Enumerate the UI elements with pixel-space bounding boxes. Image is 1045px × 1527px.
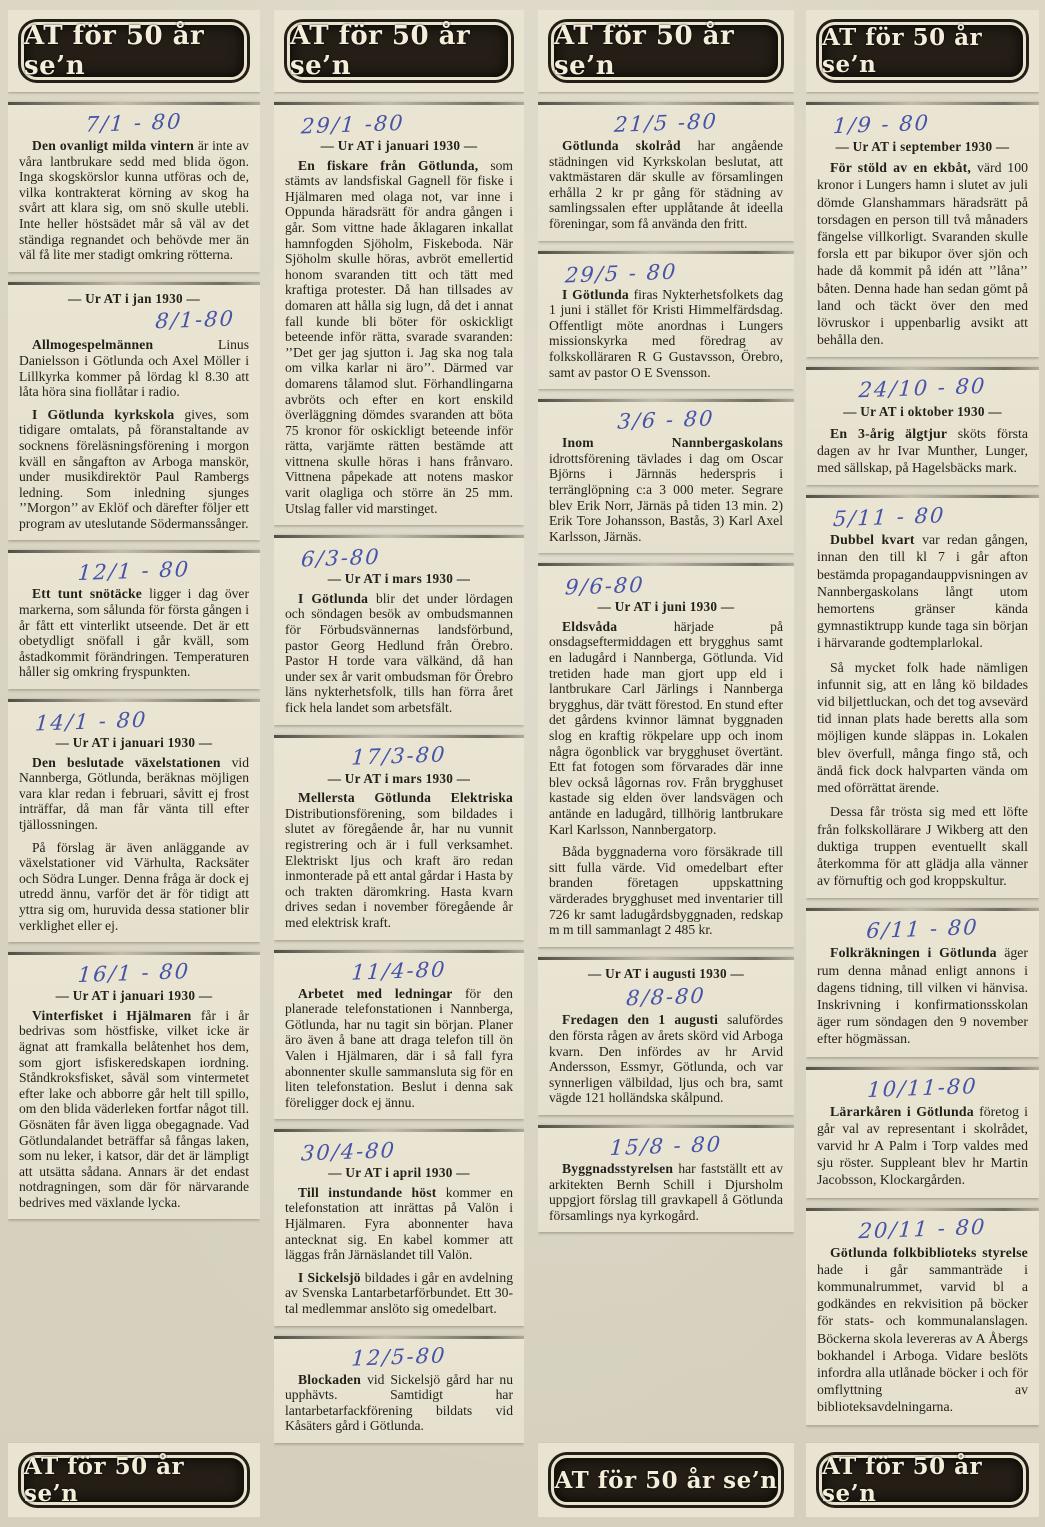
clipping xyxy=(8,282,260,541)
handwritten-date: 6/11 - 80 xyxy=(865,915,980,944)
paragraph-lead: Vinterfisket i Hjälmaren xyxy=(32,1007,201,1023)
handwritten-date: 20/11 - 80 xyxy=(857,1214,988,1243)
section-badge: AT för 50 år se’n xyxy=(21,22,247,80)
paragraph-lead: Mellersta Götlunda Elektriska xyxy=(298,790,513,806)
clipping-paragraph: Götlunda skolråd har angående städningen vid Kyrkskolan beslutat, att vaktmästaren där skulle av församlingen erhålla 2 kr pr gång för städning av samlingssalen efter upplåtande åt ideella föreningar, som få använda den fritt. xyxy=(549,138,783,231)
handwritten-date: 16/1 - 80 xyxy=(77,959,191,988)
badge-patch xyxy=(806,10,1039,92)
section-badge: AT för 50 år se’n xyxy=(551,22,781,80)
clipping xyxy=(274,535,524,724)
paragraph-lead: Fredagen den 1 augusti xyxy=(562,1012,728,1028)
clipping-dateline: — Ur AT i januari 1930 — xyxy=(320,138,478,153)
paragraph-lead: Arbetet med ledningar xyxy=(298,985,465,1001)
clipping-paragraph: Arbetet med ledningar för den planerade telefonstationen i Nannberga, Götlunda, har nu tagit sin början. Planer äro även å bane att draga telefon till ön Valen i Hjälmaren, där i så fall fyra abonnenter skulle sammansluta sig för en liten telefonstation. Beslut i denna sak föreligger dock ej ännu. xyxy=(285,985,513,1110)
clipping xyxy=(538,957,794,1115)
handwritten-date: 5/11 - 80 xyxy=(832,503,947,532)
handwritten-date: 24/10 - 80 xyxy=(857,374,988,403)
badge-patch xyxy=(8,10,260,92)
clipping-paragraph: Inom Nannbergaskolans idrottsförening tävlades i dag om Oscar Björns i Järnnäs hederspris i terränglöpning c:a 3 000 meter. Segrare blev Erik Norr, Järnäs på tiden 13 min. 2) Erik Tore Johansson, Bastås, 3) Karl Axel Karlsson, Järnäs. xyxy=(549,435,783,544)
clipping-dateline: — Ur AT i januari 1930 — xyxy=(55,735,213,751)
paragraph-lead: Den beslutade växelstationen xyxy=(32,754,232,770)
handwritten-date: 8/8-80 xyxy=(625,983,707,1011)
paragraph-lead: Allmogespelmännen xyxy=(32,337,219,353)
clipping-dateline: — Ur AT i juni 1930 — xyxy=(597,599,735,615)
clipping-paragraph: För stöld av en ekbåt, värd 100 kronor i Lungers hamn i slutet av juli dömde Glanshammars häradsrätt på torsdagen en person till två månaders fängelse villkorligt. Svaranden skulle forsla ett par bikupor över sjön och hade då kommit på idén att ’’låna’’ båten. Denna hade han sedan gömt på land och täckt över den med lövruskor i uppenbarlig avsikt att behålla den. xyxy=(817,160,1028,348)
paragraph-lead: I Götlunda xyxy=(562,286,634,302)
badge-patch xyxy=(806,1443,1039,1517)
clipping xyxy=(8,550,260,689)
handwritten-date: 8/1-80 xyxy=(154,306,236,334)
section-badge: AT för 50 år se’n xyxy=(819,1455,1026,1505)
clipping xyxy=(8,699,260,942)
handwritten-date: 15/8 - 80 xyxy=(609,1131,723,1160)
handwritten-date: 1/9 - 80 xyxy=(832,110,931,139)
paragraph-lead: Götlunda folkbiblioteks styrelse xyxy=(830,1244,1028,1260)
clipping-dateline: — Ur AT i september 1930 — xyxy=(835,139,1010,154)
handwritten-date: 12/5-80 xyxy=(350,1342,448,1371)
clipping xyxy=(538,1125,794,1232)
clipping xyxy=(538,399,794,553)
paragraph-lead: Byggnadsstyrelsen xyxy=(562,1160,679,1176)
clipping-paragraph: Eldsvåda härjade på onsdagseftermiddagen ett brygghus samt en ladugård i Nannberga, Götlunda. Vid tretiden hade man gjort upp eld i lantbrukare Carl Järlings i Nannberga brygghus, där tvätt förestod. En stund efter det gårdens kvinnor lämnat byggnaden slog en kraftig rökpelare upp och inom några ögonblick var brygghuset övertänt. Ett fat fotogen som förvarades där inne blev också lågornas rov. Från brygghuset kastade sig elden över landsvägen och antände en ladugård, tillhörig lantbrukare Karl Karlsson, Nannbergatorp. xyxy=(549,618,784,837)
clipping-paragraph: I Götlunda kyrkskola gives, som tidigare omtalats, på föranstaltande av socknens föreläsningsförening i morgon kväll en sångafton av Arboga manskör, under musikdirektör Paul Rambergs ledning. Som inledning sjunges ’’Morgon’’ av Eklöf och därefter följer ett program av uteslutande Södermanssånger. xyxy=(19,406,249,531)
handwritten-date: 7/1 - 80 xyxy=(84,109,184,137)
paragraph-lead: En 3-årig älgtjur xyxy=(830,425,958,441)
paragraph-lead: En fiskare från Götlunda, xyxy=(298,157,491,173)
section-badge: AT för 50 år se’n xyxy=(819,22,1026,80)
paragraph-lead: Till instundande höst xyxy=(298,1184,446,1200)
clipping-paragraph: Dubbel kvart var redan gången, innan den till kl 7 i går afton bestämda propagandauppvisningen av Nannbergaskolans långt utom hemortens gränser kända gymnastiktrupp kunde taga sin början i härvarande godtemplarlokal. xyxy=(817,532,1028,651)
paragraph-lead: Eldsvåda xyxy=(562,618,674,634)
clipping xyxy=(538,102,794,241)
clipping-paragraph: En fiskare från Götlunda, som stämts av landsfiskal Gagnell för fiske i Hjälmaren med olaga not, var inne i Oppunda häradsrätt för andra gången i går. Som vittne hade åklagaren inkallat hamnfogden Sjöholm, Fiskeboda. När Sjöholm skulle höras, avbröt emellertid honom svaranden titt och tätt med kraftiga protester. Då han tillsades av domaren att hålla sig lugn, då det i annat fall kunde bli böter för oskickligt beteende inför rätta, svarade svaranden: ’’Det ger jag sjutton i. Jag ska nog tala om vilka karlar ni äro’’. Därmed var domarens tålamod slut. Förhandlingarna avbröts och efter en kort enskild överläggning dömdes svaranden att böta 75 kronor för oskickligt beteende inför rätta, varjämte rätten bestämde att vittnena skulle höras i hans frånvaro. Vittnena påpekade att notens maskor varit olagliga och större än 25 mm. Utslag faller vid marstinget. xyxy=(285,157,513,516)
clipping-dateline: — Ur AT i januari 1930 — xyxy=(55,988,213,1004)
column-4 xyxy=(806,10,1039,1517)
clipping-paragraph: På förslag är även anläggande av växelstationer vid Värhulta, Racksäter och Södra Lunger. Denna fråga är dock ej utredd ännu, varför det är för tidigt att yttra sig om, huruvida dessa stationer blir verklighet eller ej. xyxy=(19,839,249,933)
clipping-paragraph: Lärarkåren i Götlunda företog i går val av representant i skolrådet, varvid hr A Palm i Torp valdes med sju röster. Suppleant blev hr Martin Jacobsson, Klockargården. xyxy=(817,1103,1029,1188)
section-badge: AT för 50 år se’n xyxy=(21,1455,247,1505)
clipping-dateline: — Ur AT i augusti 1930 — xyxy=(588,965,744,981)
clipping-paragraph: En 3-årig älgtjur sköts första dagen av hr Ivar Munther, Lunger, med sällskap, på Hagelsbäcks mark. xyxy=(817,425,1029,476)
clipping-dateline: — Ur AT i mars 1930 — xyxy=(327,571,471,587)
badge-patch xyxy=(8,1443,260,1517)
clipping xyxy=(806,102,1039,357)
clipping-dateline: — Ur AT i jan 1930 — xyxy=(67,290,201,306)
clipping xyxy=(538,563,794,946)
clipping xyxy=(806,1067,1039,1198)
badge-patch xyxy=(274,10,524,92)
clipping-paragraph: Vinterfisket i Hjälmaren får i år bedrivas som höstfiske, vilket icke är ägnat att framkalla belåtenhet hos dem, som gjort isfiskeredskapen iordning. Ståndkroksfisket, såväl som vintermetet efter lake och abborre går helt till spillo, om den blida väderleken fortfar något till. Gösnäten får även ligga obegagnade. Vad Götlundalandet beträffar så fångas laken, som nu leker, i katsor, där det är lämpligt att utsätta sådana. Annars är det endast notdragningen, som där för närvarande bedrives med växlande lycka. xyxy=(19,1007,249,1210)
badge-patch xyxy=(538,10,794,92)
clipping-paragraph: Den beslutade växelstationen vid Nannberga, Götlunda, beräknas möjligen vara klar redan i februari, såvitt ej frost inträffar, då man får vänta till efter tjällossningen. xyxy=(19,754,249,832)
handwritten-date: 30/4-80 xyxy=(300,1138,397,1166)
clipping-paragraph: Den ovanligt milda vintern är inte av våra lantbrukare sedd med blida ögon. Inga skogskörslor kunna utföras och de, vilka kontrakterat körning av skog ha svårt att klara sig, om snö skulle utebli. Inte heller höstsädet mår så väl av det ständiga regnandet och behövde mer än väl få lite mer stadigt omkring rötterna. xyxy=(19,138,249,263)
handwritten-date: 6/3-80 xyxy=(300,544,382,572)
clipping-paragraph: Dessa får trösta sig med ett löfte från folkskollärare J Wikberg att den duktiga truppen eventuellt skall återkomma för att glädja alla vänner av förnuftig och god kroppskultur. xyxy=(817,804,1028,889)
badge-patch xyxy=(538,1443,794,1517)
clipping xyxy=(274,102,524,525)
paragraph-lead: För stöld av en ekbåt, xyxy=(830,160,978,176)
paragraph-lead: Inom Nannbergaskolans xyxy=(562,435,783,451)
paragraph-lead: I Götlunda xyxy=(298,590,376,606)
handwritten-date: 12/1 - 80 xyxy=(77,557,191,586)
handwritten-date: 10/11-80 xyxy=(866,1073,979,1102)
clipping xyxy=(806,908,1039,1056)
clipping-paragraph: I Sickelsjö bildades i går en avdelning av Svenska Lantarbetarförbundet. Ett 30-tal medlemmar anslöto sig omedelbart. xyxy=(285,1269,514,1317)
section-badge: AT för 50 år se’n xyxy=(551,1455,781,1505)
paragraph-lead: I Sickelsjö xyxy=(298,1269,365,1285)
clipping-paragraph: Till instundande höst kommer en telefonstation att inrättas på Valön i Hjälmaren. Fyra abonnenter hava antecknat sig. En kabel kommer att läggas från Järnäslandet till Valön. xyxy=(285,1184,513,1263)
handwritten-date: 3/6 - 80 xyxy=(616,406,716,434)
clipping xyxy=(8,102,260,272)
paragraph-lead: Blockaden xyxy=(298,1371,368,1387)
clipping-paragraph: Blockaden vid Sickelsjö gård har nu upphävts. Samtidigt har lantarbetarfackförening bildats vid Kåsäters gård i Götlunda. xyxy=(285,1371,513,1434)
clipping xyxy=(538,251,794,390)
column-1 xyxy=(8,10,260,1517)
column-3 xyxy=(538,10,794,1517)
clipping-paragraph: Ett tunt snötäcke ligger i dag över markerna, som sålunda för första gången i år fått ett vinterlikt utseende. Det är ett obetydligt snöfall i går kväll, som åstadkommit förändringen. Temperaturen håller sig omkring fryspunkten. xyxy=(19,586,249,680)
clipping-paragraph: Så mycket folk hade nämligen infunnit sig, att en lång kö bildades vid biljettluckan, och det tog avsevärd tid innan plats hade beretts alla som möjligen kunde släppas in. Lokalen blev överfull, många fingo stå, och ändå fick dock halvparten vända om med oförrättat ärende. xyxy=(817,659,1028,796)
clipping-dateline: — Ur AT i mars 1930 — xyxy=(327,770,471,786)
section-badge: AT för 50 år se’n xyxy=(287,22,511,80)
handwritten-date: 9/6-80 xyxy=(564,572,646,600)
clipping-paragraph: Byggnadsstyrelsen har fastställt ett av arkitekten Bernh Schill i Djursholm uppgjort förslag till gravkapell å Götlunda församlings nya kyrkogård. xyxy=(549,1160,783,1223)
clipping-dateline: — Ur AT i oktober 1930 — xyxy=(843,404,1002,420)
column-2 xyxy=(274,10,524,1517)
paragraph-lead: Lärarkåren i Götlunda xyxy=(830,1103,980,1119)
clipping-paragraph: Mellersta Götlunda Elektriska Distributionsförening, som bildades i slutet av föregående år, har nu vunnit registrering och är i full verksamhet. Elektriskt ljus och kraft äro redan inmonterade på ett antal gårdar i Hasta by och trakten däromkring. Hasta kvarn drives sedan i november föregående år med elektrisk kraft. xyxy=(285,790,513,930)
clipping-paragraph: I Götlunda firas Nykterhetsfolkets dag 1 juni i stället för Kristi Himmelfärdsdag. Offentligt möte anordnas i Lungers missionskyrka med föredrag av folkskolläraren R G Gustavsson, Örebro, samt av pastor O E Svensson. xyxy=(549,286,783,380)
paragraph-lead: Den ovanligt milda vintern xyxy=(32,138,198,153)
clipping xyxy=(8,952,260,1219)
handwritten-date: 17/3-80 xyxy=(350,741,448,770)
paragraph-lead: Ett tunt snötäcke xyxy=(32,586,150,602)
paragraph-lead: I Götlunda kyrkskola xyxy=(32,406,185,422)
clipping-paragraph: Fredagen den 1 augusti salufördes den första rågen av årets skörd vid Arboga kvarn. Den infördes av hr Arvid Andersson, Essmyr, Götlunda, och var synnerligen välbildad, ljus och bra, samt vägde 121 holländska skålpund. xyxy=(549,1012,783,1106)
paragraph-lead: Folkräkningen i Götlunda xyxy=(830,945,1005,961)
clipping-paragraph: I Götlunda blir det under lördagen och söndagen besök av ombudsmannen för Förbudsvännernas landsförbund, pastor Georg Hedlund från Örebro. Pastor H torde vara välkänd, då han under sex år varit ombudsman för Örebro läns nykterhetsfolk, tills han förra året fick hela landet som arbetsfält. xyxy=(285,590,513,715)
clipping xyxy=(806,495,1039,898)
paragraph-lead: Götlunda skolråd xyxy=(562,138,698,153)
clipping xyxy=(274,735,524,940)
handwritten-date: 11/4-80 xyxy=(350,956,448,985)
clipping-paragraph: Folkräkningen i Götlunda äger rum denna månad enligt annons i dagens tidning, till vilken vi hänvisa. Inskrivning i konfirmationsskolan äger rum söndagen den 9 november efter högmässan. xyxy=(817,945,1028,1047)
clipping xyxy=(274,1129,524,1325)
clipping-dateline: — Ur AT i april 1930 — xyxy=(328,1165,470,1181)
clipping xyxy=(274,950,524,1120)
handwritten-date: 29/5 - 80 xyxy=(564,259,679,288)
clipping-paragraph: Båda byggnaderna voro försäkrade till sitt fulla värde. Vid omedelbart efter branden företagen uppskattning värderades brygghuset med inventarier till 726 kr samt ladugårdsbyggnaden, redskap m m till sammanlagt 2 485 kr. xyxy=(549,844,783,938)
clipping-paragraph: Allmogespelmännen Linus Danielsson i Götlunda och Axel Möller i Lillkyrka kommer på lördag kl 8.30 att låta höra sina fiollåtar i radio. xyxy=(19,337,249,400)
handwritten-date: 21/5 -80 xyxy=(613,109,719,137)
handwritten-date: 29/1 -80 xyxy=(300,110,406,139)
handwritten-date: 14/1 - 80 xyxy=(34,707,149,736)
clipping xyxy=(806,1208,1039,1425)
clipping-paragraph: Götlunda folkbiblioteks styrelse hade i går sammanträde i kommunalrummet, varvid bl a godkändes en rekvisition på böcker för stats- och kommunalanslagen. Böckerna skola levereras av A Åbergs bokhandel i Arboga. Vidare beslöts infordra alla utlånade böcker i och för omflyttning av biblioteksavdelningarna. xyxy=(817,1244,1028,1415)
paragraph-lead: Dubbel kvart xyxy=(830,532,923,548)
clipping xyxy=(274,1336,524,1443)
clipping xyxy=(806,367,1039,485)
